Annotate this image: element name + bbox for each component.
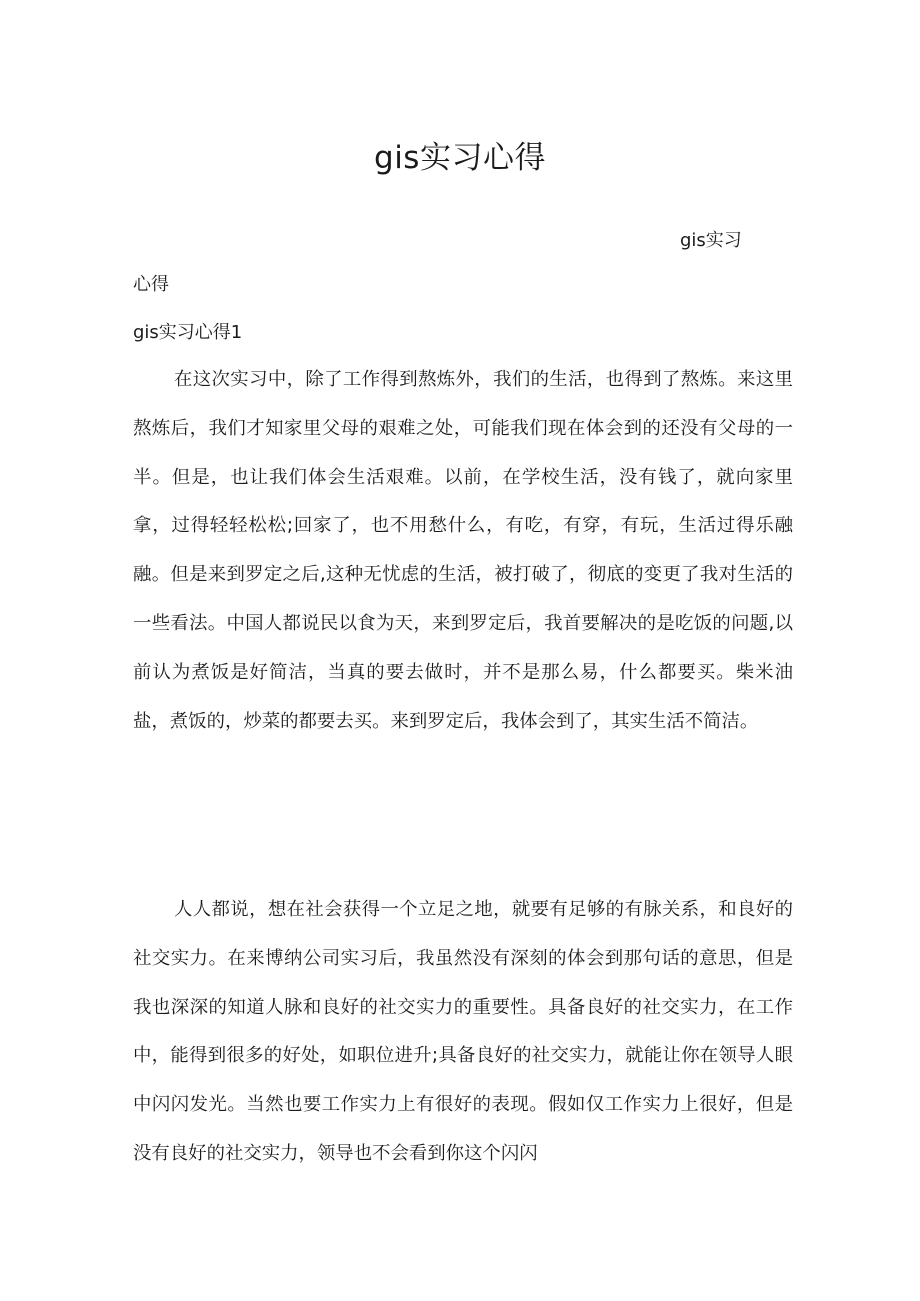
paragraph-1: 在这次实习中，除了工作得到熬炼外，我们的生活，也得到了熬炼。来这里熬炼后，我们才知家里父母的艰难之处，可能我们现在体会到的还没有父母的一半。但是，也让我们体会生活艰难。以前，在学校生活，没有钱了，就向家里拿，过得轻轻松松;回家了，也不用愁什么，有吃，有穿，有玩，生活过得乐融融。但是来到罗定之后,这种无忧虑的生活，被打破了，彻底的变更了我对生活的一些看法。中国人都说民以食为天，来到罗定后，我首要解决的是吃饭的问题,以前认为煮饭是好简洁，当真的要去做时，并不是那么易，什么都要买。柴米油盐，煮饭的，炒菜的都要去买。来到罗定后，我体会到了，其实生活不简洁。 [133,369,793,732]
subtitle-right: gis实习 [680,230,742,251]
subtitle-continued: 心得 [133,274,169,295]
paragraph-2: 人人都说，想在社会获得一个立足之地，就要有足够的有脉关系，和良好的社交实力。在来博纳公司实习后，我虽然没有深刻的体会到那句话的意思，但是我也深深的知道人脉和良好的社交实力的重要性。具备良好的社交实力，在工作中，能得到很多的好处，如职位进升;具备良好的社交实力，就能让你在领导人眼中闪闪发光。当然也要工作实力上有很好的表现。假如仅工作实力上很好，但是没有良好的社交实力，领导也不会看到你这个闪闪 [133,899,793,1164]
page-title: gis实习心得 [374,140,546,176]
section-heading: gis实习心得1 [133,322,243,343]
